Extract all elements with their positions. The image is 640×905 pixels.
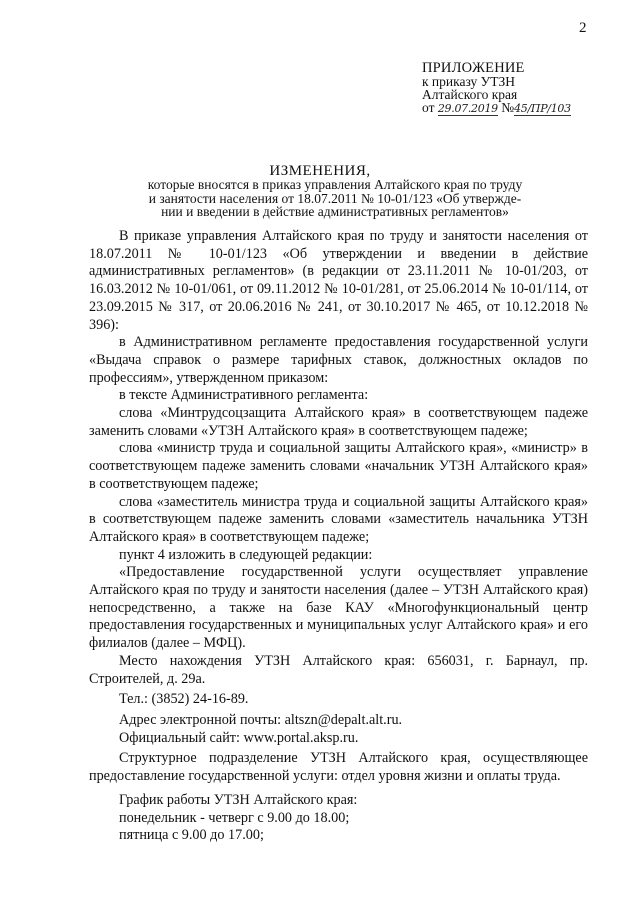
document-body [89, 228, 588, 845]
paragraph: слова «Минтрудсоцзащита Алтайского края» в соответствующем падеже заменить словами «УТЗН Алтайского края» в соответствующем падеже; [89, 405, 588, 439]
appendix-region: Алтайского края [422, 87, 518, 102]
appendix-number-handwritten: 45/ПР/103 [514, 102, 571, 115]
page-number: 2 [579, 20, 587, 36]
paragraph-email: Адрес электронной почты: altszn@depalt.alt.ru. [119, 711, 403, 728]
subtitle-line: и занятости населения от 18.07.2011 № 10-01/123 «Об утвержде- [148, 190, 522, 206]
appendix-heading: ПРИЛОЖЕНИЕ [422, 60, 525, 76]
paragraph-schedule: пятница с 9.00 до 17.00; [119, 827, 264, 844]
paragraph-schedule: понедельник - четверг с 9.00 до 18.00; [119, 809, 350, 826]
appendix-date-handwritten: 29.07.2019 [437, 102, 498, 115]
paragraph-address: Место нахождения УТЗН Алтайского края: 656031, г. Барнаул, пр. Строителей, д. 29а. [89, 652, 588, 687]
appendix-order-ref: к приказу УТЗН [422, 74, 515, 89]
paragraph: Структурное подразделение УТЗН Алтайского края, осуществляющее предоставление государственной услуги: отдел уровня жизни и оплаты труда. [89, 750, 588, 785]
appendix-from-prefix: от [422, 100, 435, 115]
paragraph: слова «министр труда и социальной защиты Алтайского края», «министр» в соответствующем падеже заменить словами «начальник УТЗН Алтайского края» в соответствующем падеже; [89, 440, 588, 492]
appendix-block [422, 62, 571, 116]
paragraph: в Административном регламенте предоставления государственной услуги «Выдача справок о размере тарифных ставок, должностных окладов по профессиям», утвержденном приказом: [89, 334, 588, 386]
subtitle-line: которые вносятся в приказ управления Алтайского края по труду [147, 177, 523, 192]
document-title: ИЗМЕНЕНИЯ, [269, 163, 371, 179]
paragraph-phone: Тел.: (3852) 24-16-89. [119, 691, 249, 708]
paragraph: пункт 4 изложить в следующей редакции: [119, 546, 373, 563]
paragraph: слова «заместитель министра труда и социальной защиты Алтайского края» в соответствующем падеже заменить словами «заместитель начальника УТЗН Алтайского края» в соответствующем падеже; [89, 493, 588, 545]
appendix-number-sign: № [501, 100, 515, 115]
paragraph: в тексте Административного регламента: [119, 387, 369, 404]
appendix-date-line [422, 101, 571, 116]
paragraph: «Предоставление государственной услуги осуществляет управление Алтайского края по труду и занятости населения (далее – УТЗН Алтайского края) непосредственно, а также на базе КАУ «Многофункциональный центр предоставления государственных и муниципальных услуг Алтайского края» и его филиалов (далее – МФЦ). [89, 564, 588, 652]
document-subtitle [100, 178, 570, 219]
paragraph-website: Официальный сайт: www.portal.aksp.ru. [119, 729, 359, 746]
paragraph-schedule-heading: График работы УТЗН Алтайского края: [119, 791, 358, 808]
subtitle-line: нии и введении в действие административных регламентов» [161, 204, 509, 219]
paragraph-preamble: В приказе управления Алтайского края по труду и занятости населения от 18.07.2011 № 10-01/123 «Об утверждении и введении в действие административных регламентов» (в редакции от 23.11.2011 № 10-01/203, от 16.03.2012 № 10-01/061, от 09.11.2012 № 10-01/281, от 25.06.2014 № 10-01/114, от 23.09.2015 № 317, от 20.06.2016 № 241, от 30.10.2017 № 465, от 10.12.2018 № 396): [89, 228, 588, 333]
